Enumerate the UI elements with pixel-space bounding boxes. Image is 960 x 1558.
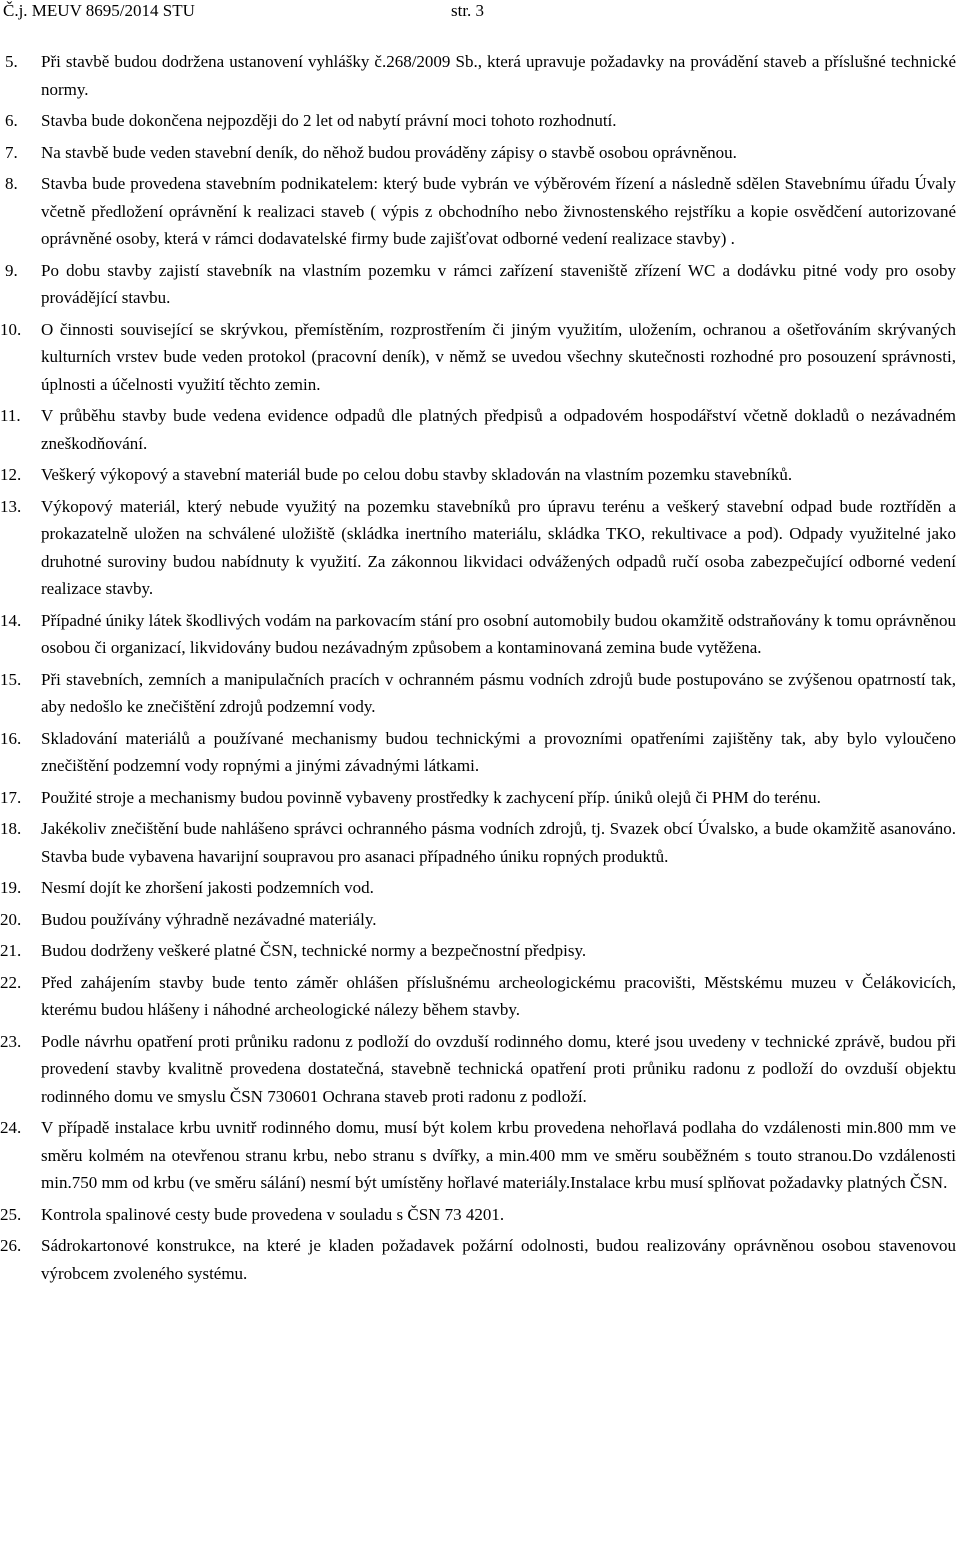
condition-number: 9. [5, 260, 18, 280]
condition-item [0, 874, 960, 902]
condition-item [0, 666, 960, 721]
condition-number: 13. [0, 496, 22, 516]
condition-number: 22. [0, 972, 22, 992]
condition-number: 20. [0, 909, 22, 929]
condition-item [0, 969, 960, 1024]
condition-number: 16. [0, 728, 22, 748]
condition-number: 11. [0, 406, 21, 425]
condition-item [0, 607, 960, 662]
condition-text: Sádrokartonové konstrukce, na které je kladen požadavek požární odolnosti, budou realizovány oprávněnou osobou stavenovou výrobcem zvoleného systému. [41, 1236, 956, 1283]
conditions-list [0, 48, 960, 1291]
condition-item [0, 906, 960, 934]
condition-text: V průběhu stavby bude vedena evidence odpadů dle platných předpisů a odpadovém hospodářství včetně dokladů o nezávadném zneškodňování. [41, 406, 956, 453]
condition-number: 17. [0, 787, 22, 807]
condition-number: 10. [0, 319, 22, 339]
condition-number: 8. [5, 174, 18, 193]
condition-item [0, 1028, 960, 1111]
condition-text: Stavba bude provedena stavebním podnikatelem: který bude vybrán ve výběrovém řízení a následně sdělen Stavebnímu úřadu Úvaly včetně předložení oprávnění k realizaci staveb ( výpis z obchodního nebo živnostenského rejstříku a kopie osvědčení autorizované oprávněné osoby, která v rámci dodavatelské firmy bude zajišťovat odborné vedení realizace stavby) . [41, 174, 956, 248]
condition-number: 5. [5, 52, 18, 71]
condition-item [0, 316, 960, 399]
condition-number: 6. [5, 111, 18, 130]
condition-text: Výkopový materiál, který nebude využitý na pozemku stavebníků pro úpravu terénu a veškerý stavební odpad bude roztříděn a prokazatelně uložen na schválené uložiště (skládka inertního materiálu, skládka TKO, rekultivace a pod). Odpady využitelné jako druhotné suroviny budou nabídnuty k využití. Za zákonnou likvidaci odvážených odpadů ručí osoba zabezpečující odborné vedení realizace stavby. [41, 496, 956, 598]
condition-text: Při stavebních, zemních a manipulačních pracích v ochranném pásmu vodních zdrojů bude postupováno se zvýšenou opatrností tak, aby nedošlo ke znečištění zdrojů podzemní vody. [41, 669, 956, 716]
condition-text: Při stavbě budou dodržena ustanovení vyhlášky č.268/2009 Sb., která upravuje požadavky na provádění staveb a příslušné technické normy. [41, 52, 956, 99]
condition-item [0, 1232, 960, 1287]
condition-number: 25. [0, 1204, 22, 1224]
condition-text: Skladování materiálů a používané mechanismy budou technickými a provozními opatřeními zajištěny tak, aby bylo vyloučeno znečištění podzemní vody ropnými a jinými závadnými látkami. [41, 728, 956, 775]
condition-text: Veškerý výkopový a stavební materiál bude po celou dobu stavby skladován na vlastním pozemku stavebníků. [41, 465, 793, 484]
condition-item [0, 725, 960, 780]
page-header [0, 0, 960, 22]
condition-text: Stavba bude dokončena nejpozději do 2 let od nabytí právní moci tohoto rozhodnutí. [41, 111, 617, 130]
condition-item [0, 784, 960, 812]
condition-item [0, 402, 960, 457]
condition-text: O činnosti související se skrývkou, přemístěním, rozprostřením či jiným využitím, uložením, ochranou a ošetřováním skrývaných kulturních vrstev bude veden protokol (pracovní deník), v němž se uvedou všechny skutečnosti rozhodné pro posouzení správnosti, úplnosti a účelnosti využití těchto zemin. [41, 319, 956, 394]
condition-item [0, 1201, 960, 1229]
condition-text: Použité stroje a mechanismy budou povinně vybaveny prostředky k zachycení příp. úniků olejů či PHM do terénu. [41, 787, 821, 807]
condition-number: 15. [0, 669, 22, 689]
condition-number: 26. [0, 1236, 22, 1255]
condition-text: V případě instalace krbu uvnitř rodinného domu, musí být kolem krbu provedena nehořlavá podlaha do vzdálenosti min.800 mm ve směru kolmém na otevřenou stranu krbu, nebo stranu s dvířky, a min.400 mm ve směru souběžném s touto stranou.Do vzdálenosti min.750 mm od krbu (ve směru sálání) nesmí být umístěny hořlavé materiály.Instalace krbu musí splňovat požadavky platných ČSN. [41, 1118, 956, 1192]
page-number: str. 3 [451, 1, 485, 20]
condition-item [0, 815, 960, 870]
condition-item [0, 257, 960, 312]
condition-text: Budou dodrženy veškeré platné ČSN, technické normy a bezpečnostní předpisy. [41, 941, 587, 960]
condition-item [0, 139, 960, 167]
condition-item [0, 48, 960, 103]
condition-item [0, 937, 960, 965]
condition-text: Jakékoliv znečištění bude nahlášeno správci ochranného pásma vodních zdrojů, tj. Svazek obcí Úvalsko, a bude okamžitě asanováno. Stavba bude vybavena havarijní soupravou pro asanaci případného úniku ropných produktů. [41, 819, 956, 866]
condition-number: 12. [0, 465, 22, 484]
condition-item [0, 493, 960, 603]
condition-item [0, 107, 960, 135]
condition-number: 21. [0, 941, 22, 960]
condition-text: Nesmí dojít ke zhoršení jakosti podzemních vod. [41, 878, 374, 897]
condition-item [0, 1114, 960, 1197]
condition-text: Před zahájením stavby bude tento záměr ohlášen příslušnému archeologickému pracovišti, Městskému muzeu v Čelákovicích, kterému budou hlášeny i náhodné archeologické nálezy během stavby. [41, 972, 956, 1019]
document-reference: Č.j. MEUV 8695/2014 STU [3, 1, 195, 20]
condition-number: 14. [0, 610, 22, 630]
condition-number: 18. [0, 819, 22, 838]
condition-text: Podle návrhu opatření proti průniku radonu z podloží do ovzduší rodinného domu, které jsou uvedeny v technické zprávě, budou při provedení stavby kvalitně provedena dostatečná, stavebně technická opatření proti průniku radonu z podloží do ovzduší objektu rodinného domu ve smyslu ČSN 730601 Ochrana staveb proti radonu z podloží. [41, 1031, 956, 1106]
condition-text: Případné úniky látek škodlivých vodám na parkovacím stání pro osobní automobily budou okamžitě odstraňovány k tomu oprávněnou osobou či organizací, likvidovány budou nezávadným způsobem a kontaminovaná zemina bude vytěžena. [41, 610, 956, 657]
condition-number: 23. [0, 1031, 22, 1051]
condition-text: Kontrola spalinové cesty bude provedena v souladu s ČSN 73 4201. [41, 1204, 505, 1224]
condition-text: Budou používány výhradně nezávadné materiály. [41, 909, 377, 929]
condition-item [0, 461, 960, 489]
condition-text: Po dobu stavby zajistí stavebník na vlastním pozemku v rámci zařízení staveniště zřízení WC a dodávku pitné vody pro osoby provádějící stavbu. [41, 260, 956, 307]
condition-number: 24. [0, 1118, 22, 1137]
condition-item [0, 170, 960, 253]
condition-number: 19. [0, 878, 22, 897]
condition-number: 7. [5, 142, 18, 162]
condition-text: Na stavbě bude veden stavební deník, do něhož budou prováděny zápisy o stavbě osobou oprávněnou. [41, 142, 737, 162]
